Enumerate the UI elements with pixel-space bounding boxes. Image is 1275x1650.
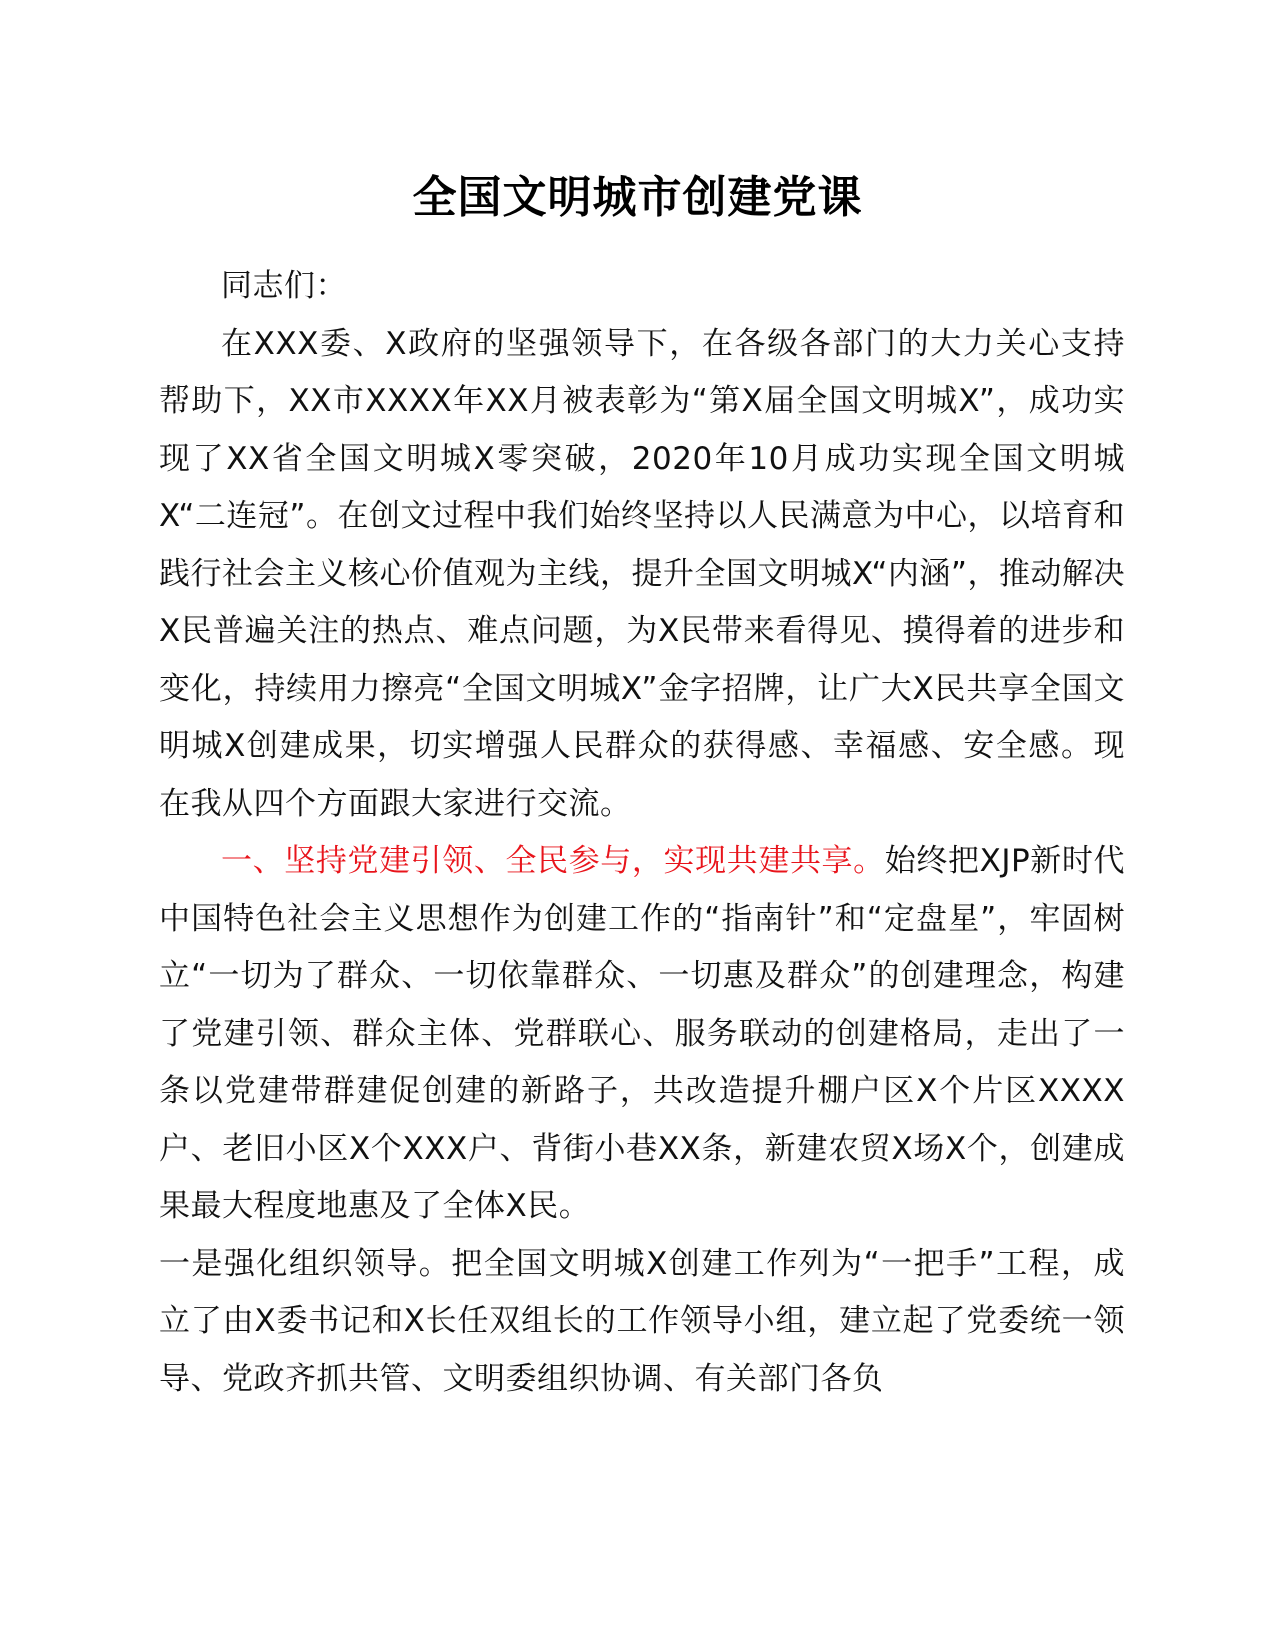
document-title: 全国文明城市创建党课 — [412, 172, 863, 223]
section-1-heading: 一、坚持党建引领、全民参与，实现共建共享。 — [221, 843, 885, 879]
paragraph-section-1 — [159, 833, 1125, 1236]
paragraph-intro: 在XXX委、X政府的坚强领导下，在各级各部门的大力关心支持帮助下，XX市XXXX年XX月被表彰为“第X届全国文明城X”，成功实现了XX省全国文明城X零突破，2020年10月成功实现全国文明城X“二连冠”。在创文过程中我们始终坚持以人民满意为中心，以培育和践行社会主义核心价值观为主线，提升全国文明城X“内涵”，推动解决X民普遍关注的热点、难点问题，为X民带来看得见、摸得着的进步和变化，持续用力擦亮“全国文明城X”金字招牌，让广大X民共享全国文明城X创建成果，切实增强人民群众的获得感、幸福感、安全感。现在我从四个方面跟大家进行交流。 — [159, 325, 1125, 822]
salutation: 同志们： — [221, 268, 347, 304]
document-body — [159, 258, 1125, 1408]
section-1-text: 始终把XJP新时代中国特色社会主义思想作为创建工作的“指南针”和“定盘星”，牢固树立“一切为了群众、一切依靠群众、一切惠及群众”的创建理念，构建了党建引领、群众主体、党群联心、服务联动的创建格局，走出了一条以党建带群建促创建的新路子，共改造提升棚户区X个片区XXXX户、老旧小区X个XXX户、背街小巷XX条，新建农贸X场X个，创建成果最大程度地惠及了全体X民。 — [159, 843, 1126, 1224]
paragraph-subsection-1: 一是强化组织领导。把全国文明城X创建工作列为“一把手”工程，成立了由X委书记和X长任双组长的工作领导小组，建立起了党委统一领导、党政齐抓共管、文明委组织协调、有关部门各负 — [159, 1245, 1125, 1397]
